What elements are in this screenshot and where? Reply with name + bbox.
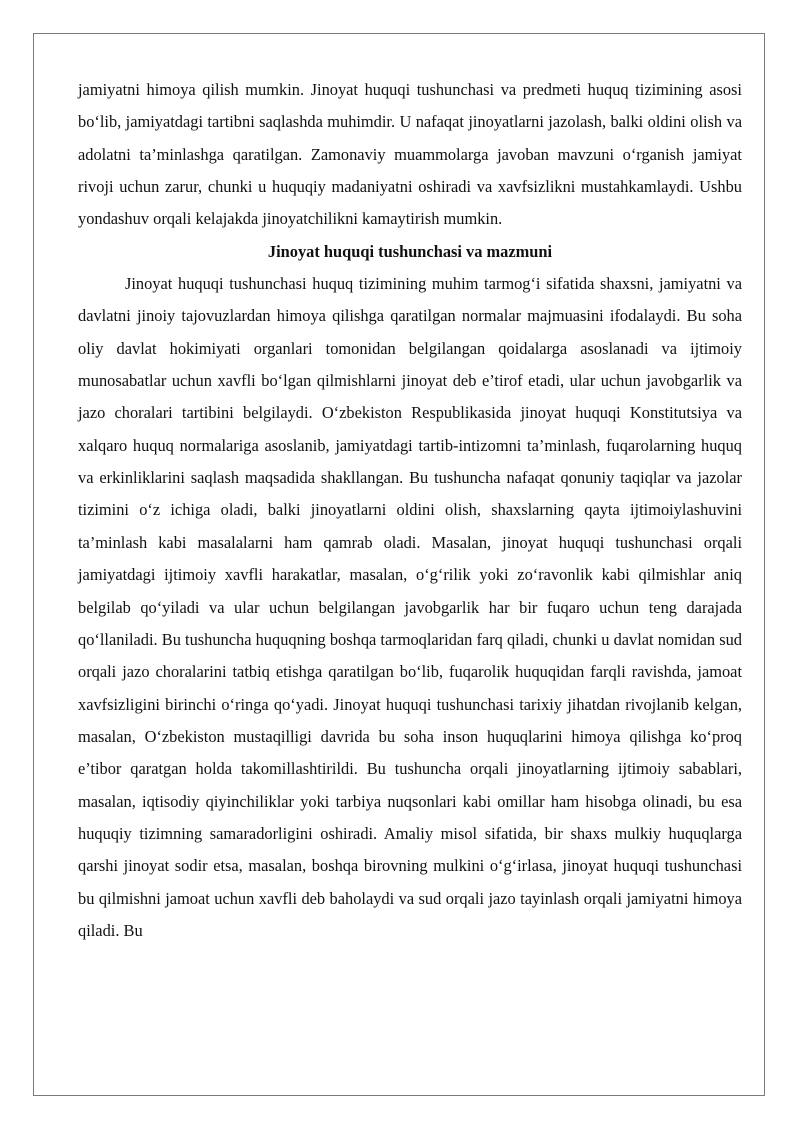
section-heading: Jinoyat huquqi tushunchasi va mazmuni (267, 241, 553, 261)
document-body (78, 74, 742, 947)
paragraph-main: Jinoyat huquqi tushunchasi huquq tizimining muhim tarmog‘i sifatida shaxsni, jamiyatni va davlatni jinoiy tajovuzlardan himoya qilishga qaratilgan normalar majmuasini ifodalaydi. Bu soha oliy davlat hokimiyati organlari tomonidan belgilangan qoidalarga asoslanadi va ijtimoiy munosabatlar uchun xavfli bo‘lgan qilmishlarni jinoyat deb e’tirof etadi, ular uchun javobgarlik va jazo choralari tartibini belgilaydi. O‘zbekiston Respublikasida jinoyat huquqi Konstitutsiya va xalqaro huquq normalariga asoslanib, jamiyatdagi tartib-intizomni ta’minlash, fuqarolarning huquq va erkinliklarini saqlash maqsadida shakllangan. Bu tushuncha nafaqat qonuniy taqiqlar va jazolar tizimini o‘z ichiga oladi, balki jinoyatlarni oldini olish, shaxslarning qayta ijtimoiylashuvini ta’minlash kabi masalalarni ham qamrab oladi. Masalan, jinoyat huquqi tushunchasi orqali jamiyatdagi ijtimoiy xavfli harakatlar, masalan, o‘g‘rilik yoki zo‘ravonlik kabi qilmishlar aniq belgilab qo‘yiladi va ular uchun belgilangan javobgarlik har bir fuqaro uchun teng darajada qo‘llaniladi. Bu tushuncha huquqning boshqa tarmoqlaridan farq qiladi, chunki u davlat nomidan sud orqali jazo choralarini tatbiq etishga qaratilgan bo‘lib, fuqarolik huquqidan farqli ravishda, jamoat xavfsizligini birinchi o‘ringa qo‘yadi. Jinoyat huquqi tushunchasi tarixiy jihatdan rivojlanib kelgan, masalan, O‘zbekiston mustaqilligi davrida bu soha inson huquqlarini himoya qilishga ko‘proq e’tibor qaratgan holda takomillashtirildi. Bu tushuncha orqali jinoyatlarning ijtimoiy sabablari, masalan, iqtisodiy qiyinchiliklar yoki tarbiya nuqsonlari kabi omillar ham hisobga olinadi, bu esa huquqiy tizimning samaradorligini oshiradi. Amaliy misol sifatida, bir shaxs mulkiy huquqlarga qarshi jinoyat sodir etsa, masalan, boshqa birovning mulkini o‘g‘irlasa, jinoyat huquqi tushunchasi bu qilmishni jamoat uchun xavfli deb baholaydi va sud orqali jazo tayinlash orqali jamiyatni himoya qiladi. Bu (78, 274, 742, 940)
paragraph-intro-continuation: jamiyatni himoya qilish mumkin. Jinoyat huquqi tushunchasi va predmeti huquq tizimining asosi bo‘lib, jamiyatdagi tartibni saqlashda muhimdir. U nafaqat jinoyatlarni jazolash, balki oldini olish va adolatni ta’minlashga qaratilgan. Zamonaviy muammolarga javoban mavzuni o‘rganish jamiyat rivoji uchun zarur, chunki u huquqiy madaniyatni oshiradi va xavfsizlikni mustahkamlaydi. Ushbu yondashuv orqali kelajakda jinoyatchilikni kamaytirish mumkin. (78, 80, 742, 229)
